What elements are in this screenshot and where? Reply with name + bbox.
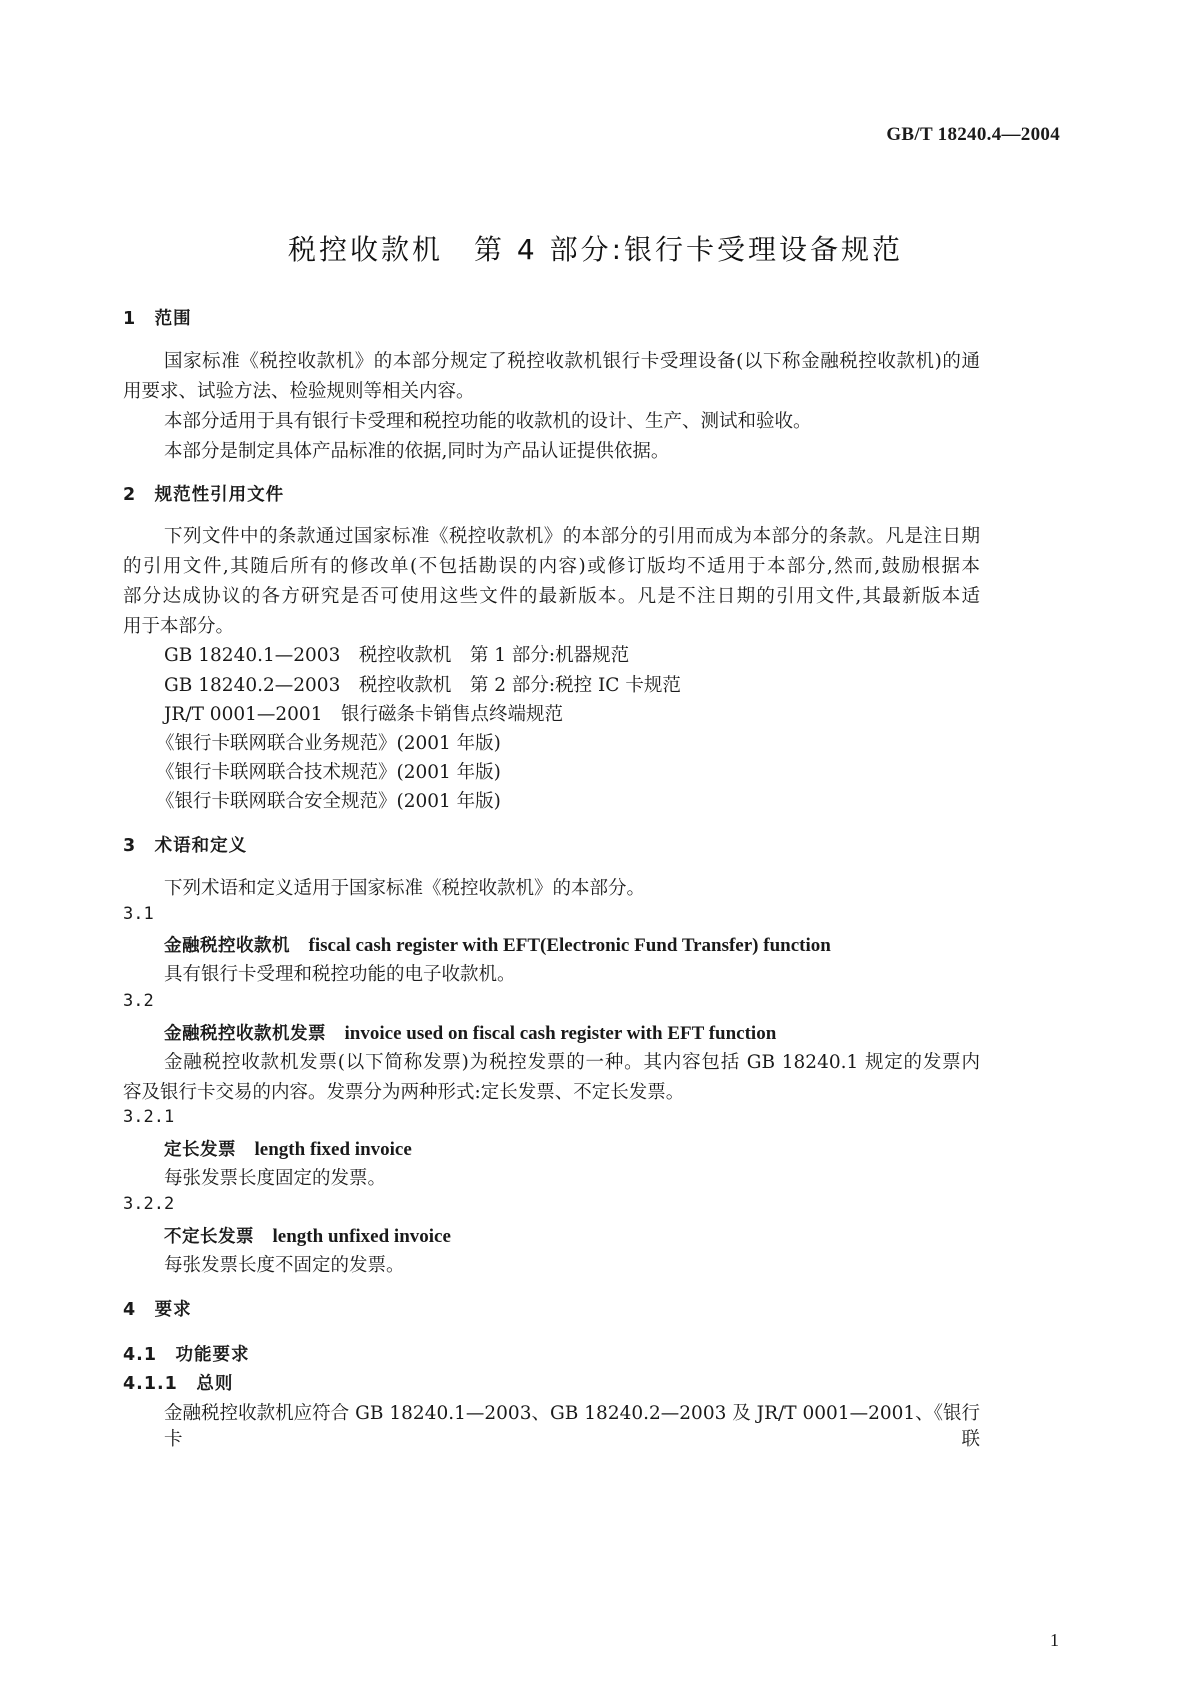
section-4-1-1-heading: 4.1.1 总则: [123, 1374, 234, 1394]
section-2-para-line-3: 部分达成协议的各方研究是否可使用这些文件的最新版本。凡是不注日期的引用文件,其最新版本适: [123, 586, 980, 607]
term-cn: 定长发票: [164, 1140, 236, 1160]
section-4-1-heading: 4.1 功能要求: [123, 1345, 250, 1365]
section-4-1-1-para: 金融税控收款机应符合 GB 18240.1—2003、GB 18240.2—2003 及 JR/T 0001—2001、《银行卡联: [164, 1403, 980, 1450]
term-definition: 每张发票长度固定的发票。: [164, 1168, 387, 1189]
reference-item: GB 18240.1—2003 税控收款机 第 1 部分:机器规范: [164, 645, 630, 666]
reference-item: 《银行卡联网联合业务规范》(2001 年版): [156, 733, 501, 754]
section-2-heading: 2 规范性引用文件: [123, 485, 285, 505]
reference-item: JR/T 0001—2001 银行磁条卡销售点终端规范: [164, 704, 563, 725]
term-definition: 每张发票长度不固定的发票。: [164, 1255, 405, 1276]
term-definition: 具有银行卡受理和税控功能的电子收款机。: [164, 964, 516, 985]
section-4-heading: 4 要求: [123, 1300, 192, 1320]
term-en: length fixed invoice: [254, 1139, 412, 1160]
section-3-heading: 3 术语和定义: [123, 836, 248, 856]
reference-item: GB 18240.2—2003 税控收款机 第 2 部分:税控 IC 卡规范: [164, 675, 681, 696]
section-3-intro: 下列术语和定义适用于国家标准《税控收款机》的本部分。: [164, 878, 646, 899]
term-en: invoice used on fiscal cash register with EFT function: [344, 1023, 777, 1044]
page-number: 1: [1050, 1630, 1059, 1650]
term-3-1-title: [164, 931, 831, 957]
reference-item: 《银行卡联网联合安全规范》(2001 年版): [156, 791, 501, 812]
term-3-2-1-title: [164, 1135, 412, 1161]
term-number: 3.2.1: [123, 1107, 175, 1127]
standard-number: GB/T 18240.4—2004: [886, 124, 1060, 145]
section-1-para-1-line-2: 用要求、试验方法、检验规则等相关内容。: [123, 381, 475, 402]
term-en: length unfixed invoice: [272, 1226, 451, 1247]
section-2-para-line-4: 用于本部分。: [123, 616, 235, 637]
term-en: fiscal cash register with EFT(Electronic Fund Transfer) function: [308, 935, 831, 956]
term-number: 3.2: [123, 991, 154, 1011]
term-cn: 金融税控收款机: [164, 936, 290, 956]
term-definition-line-2: 容及银行卡交易的内容。发票分为两种形式:定长发票、不定长发票。: [123, 1082, 685, 1103]
section-1-heading: 1 范围: [123, 309, 192, 329]
section-1-para-1-line-1: 国家标准《税控收款机》的本部分规定了税控收款机银行卡受理设备(以下称金融税控收款机)的通: [164, 351, 980, 372]
section-1-para-2: 本部分适用于具有银行卡受理和税控功能的收款机的设计、生产、测试和验收。: [164, 411, 812, 432]
term-number: 3.1: [123, 904, 154, 924]
term-cn: 金融税控收款机发票: [164, 1024, 326, 1044]
section-2-para-line-2: 的引用文件,其随后所有的修改单(不包括勘误的内容)或修订版均不适用于本部分,然而,鼓励根据本: [123, 556, 980, 577]
term-cn: 不定长发票: [164, 1227, 254, 1247]
section-2-para-line-1: 下列文件中的条款通过国家标准《税控收款机》的本部分的引用而成为本部分的条款。凡是注日期: [164, 526, 980, 547]
term-3-2-2-title: [164, 1222, 451, 1248]
page-title: 税控收款机 第 4 部分:银行卡受理设备规范: [287, 233, 904, 266]
reference-item: 《银行卡联网联合技术规范》(2001 年版): [156, 762, 501, 783]
term-3-2-title: [164, 1019, 776, 1045]
term-number: 3.2.2: [123, 1194, 175, 1214]
term-definition-line-1: 金融税控收款机发票(以下简称发票)为税控发票的一种。其内容包括 GB 18240.1 规定的发票内: [164, 1052, 980, 1073]
section-1-para-3: 本部分是制定具体产品标准的依据,同时为产品认证提供依据。: [164, 441, 670, 462]
